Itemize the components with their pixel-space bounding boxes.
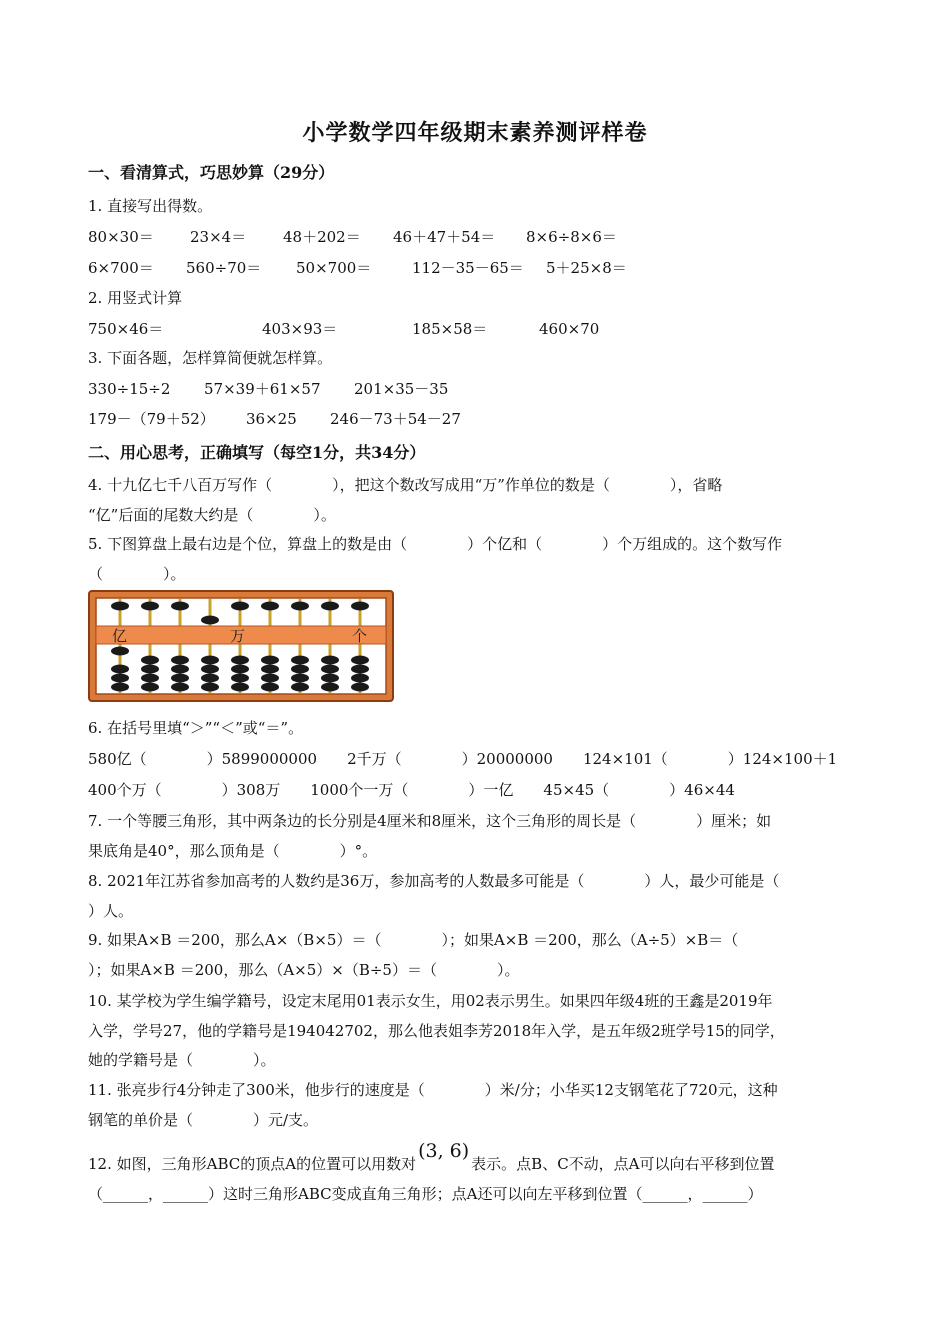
- abacus-bead: [201, 674, 219, 683]
- question-6: 6. 在括号里填“＞”“＜”或“＝”。: [88, 719, 304, 737]
- abacus-bead: [231, 656, 249, 665]
- question-4-line-1: 4. 十九亿七千八百万写作（ ），把这个数改写成用“万”作单位的数是（ ），省略: [88, 476, 723, 494]
- q12-text-post: 表示。点B、C不动，点A可以向右平移到位置: [471, 1155, 775, 1173]
- q1-item: 23×4＝: [190, 228, 247, 246]
- abacus-bead: [141, 665, 159, 674]
- abacus-bead: [321, 665, 339, 674]
- abacus-bead: [171, 602, 189, 611]
- abacus-label-yi: 亿: [112, 627, 128, 645]
- q12-coordinate-pair: (3, 6): [418, 1140, 470, 1162]
- abacus-bead: [141, 656, 159, 665]
- abacus-bead: [261, 674, 279, 683]
- q1-row-2: [88, 257, 627, 278]
- abacus-bead: [171, 665, 189, 674]
- question-10-line-1: 10. 某学校为学生编学籍号，设定末尾用01表示女生，用02表示男生。如果四年级4班的王鑫是2019年: [88, 992, 773, 1010]
- abacus-bead: [111, 602, 129, 611]
- q1-item: 112－35－65＝: [412, 259, 524, 277]
- abacus-bead: [111, 674, 129, 683]
- q1-item: 48＋202＝: [283, 228, 361, 246]
- q3-item: 246－73＋54－27: [330, 410, 461, 428]
- question-8-line-2: ）人。: [88, 902, 134, 920]
- abacus-bead: [201, 665, 219, 674]
- question-11-line-2: 钢笔的单价是（ ）元/支。: [88, 1111, 319, 1129]
- q3-item: 179－（79＋52）: [88, 410, 215, 428]
- abacus-bead: [291, 656, 309, 665]
- abacus-bead: [321, 602, 339, 611]
- q3-row-2: [88, 408, 461, 429]
- abacus-bead: [171, 656, 189, 665]
- question-4-line-2: “亿”后面的尾数大约是（ ）。: [88, 506, 336, 524]
- section-1-heading: 一、看清算式，巧思妙算（29分）: [88, 163, 335, 182]
- question-8-line-1: 8. 2021年江苏省参加高考的人数约是36万，参加高考的人数最多可能是（ ）人，最少可能是（: [88, 872, 780, 890]
- question-12-line-1: [88, 1140, 775, 1174]
- question-1: 1. 直接写出得数。: [88, 197, 213, 215]
- abacus-bead: [171, 683, 189, 692]
- question-9-line-2: ）；如果A×B ＝200，那么（A×5）×（B÷5）＝（ ）。: [88, 961, 520, 979]
- q2-item: 460×70: [539, 320, 600, 338]
- q1-item: 80×30＝: [88, 228, 154, 246]
- abacus-bead: [261, 683, 279, 692]
- q2-item: 403×93＝: [262, 320, 338, 338]
- question-3: 3. 下面各题，怎样算简便就怎样算。: [88, 349, 333, 367]
- q3-item: 36×25: [246, 410, 297, 428]
- question-10-line-2: 入学，学号27，他的学籍号是194042702，那么他表姐李芳2018年入学，是五年级2班学号15的同学，: [88, 1022, 785, 1040]
- abacus-bead: [351, 656, 369, 665]
- abacus-bead: [291, 602, 309, 611]
- q12-text-pre: 12. 如图，三角形ABC的顶点A的位置可以用数对: [88, 1155, 417, 1173]
- q1-item: 8×6÷8×6＝: [526, 228, 617, 246]
- q2-item: 750×46＝: [88, 320, 164, 338]
- question-7-line-1: 7. 一个等腰三角形，其中两条边的长分别是4厘米和8厘米，这个三角形的周长是（ ）厘米；如: [88, 812, 772, 830]
- abacus-bead: [141, 674, 159, 683]
- abacus-label-ge: 个: [352, 627, 368, 645]
- question-9-line-1: 9. 如果A×B ＝200，那么A×（B×5）＝（ ）；如果A×B ＝200，那么（A÷5）×B＝（: [88, 931, 739, 949]
- q3-row-1: [88, 378, 448, 399]
- abacus-bead: [291, 674, 309, 683]
- abacus-bead: [141, 683, 159, 692]
- question-7-line-2: 果底角是40°，那么顶角是（ ）°。: [88, 842, 378, 860]
- abacus-bead: [321, 656, 339, 665]
- question-5-line-1: 5. 下图算盘上最右边是个位，算盘上的数是由（ ）个亿和（ ）个万组成的。这个数写作: [88, 535, 783, 553]
- q2-item: 185×58＝: [412, 320, 488, 338]
- question-6-line-2: 400个万（ ）308万 1000个一万（ ）一亿 45×45（ ）46×44: [88, 781, 735, 799]
- question-10-line-3: 她的学籍号是（ ）。: [88, 1051, 276, 1069]
- abacus-bead: [231, 602, 249, 611]
- q2-row: [88, 318, 599, 339]
- abacus-label-wan: 万: [230, 627, 246, 645]
- question-6-line-1: 580亿（ ）5899000000 2千万（ ）20000000 124×101（ ）124×100＋1: [88, 750, 838, 768]
- q1-item: 6×700＝: [88, 259, 154, 277]
- abacus-bead: [231, 674, 249, 683]
- question-2: 2. 用竖式计算: [88, 289, 183, 307]
- abacus-bead: [261, 656, 279, 665]
- q3-item: 330÷15÷2: [88, 380, 171, 398]
- q3-item: 57×39＋61×57: [204, 380, 321, 398]
- abacus-bead: [351, 602, 369, 611]
- abacus-bead: [321, 674, 339, 683]
- q1-item: 5＋25×8＝: [546, 259, 627, 277]
- abacus-bead: [351, 674, 369, 683]
- abacus-bead: [351, 665, 369, 674]
- abacus-bead: [171, 674, 189, 683]
- abacus-bead: [111, 683, 129, 692]
- question-11-line-1: 11. 张亮步行4分钟走了300米，他步行的速度是（ ）米/分；小华买12支钢笔花了720元，这种: [88, 1081, 778, 1099]
- abacus-bead: [261, 602, 279, 611]
- abacus-bead: [291, 683, 309, 692]
- q1-item: 560÷70＝: [186, 259, 262, 277]
- q1-item: 50×700＝: [296, 259, 372, 277]
- section-2-heading: 二、用心思考，正确填写（每空1分，共34分）: [88, 443, 426, 462]
- abacus-bead: [351, 683, 369, 692]
- abacus-bead: [111, 665, 129, 674]
- abacus-bead: [201, 656, 219, 665]
- abacus-bead: [141, 602, 159, 611]
- abacus-bead: [111, 647, 129, 656]
- abacus-bead: [321, 683, 339, 692]
- q1-row-1: [88, 226, 617, 247]
- abacus-bead: [291, 665, 309, 674]
- abacus-bead: [201, 683, 219, 692]
- q3-item: 201×35－35: [354, 380, 449, 398]
- abacus-bead: [231, 665, 249, 674]
- question-12-line-2: （______，______）这时三角形ABC变成直角三角形；点A还可以向左平移到位置（______，______）: [88, 1185, 763, 1203]
- abacus-bead: [201, 616, 219, 625]
- abacus-bead: [231, 683, 249, 692]
- abacus-figure: [88, 590, 394, 702]
- q1-item: 46＋47＋54＝: [393, 228, 496, 246]
- abacus-bead: [261, 665, 279, 674]
- question-5-line-2: （ ）。: [88, 565, 186, 583]
- page-title: 小学数学四年级期末素养测评样卷: [302, 120, 648, 146]
